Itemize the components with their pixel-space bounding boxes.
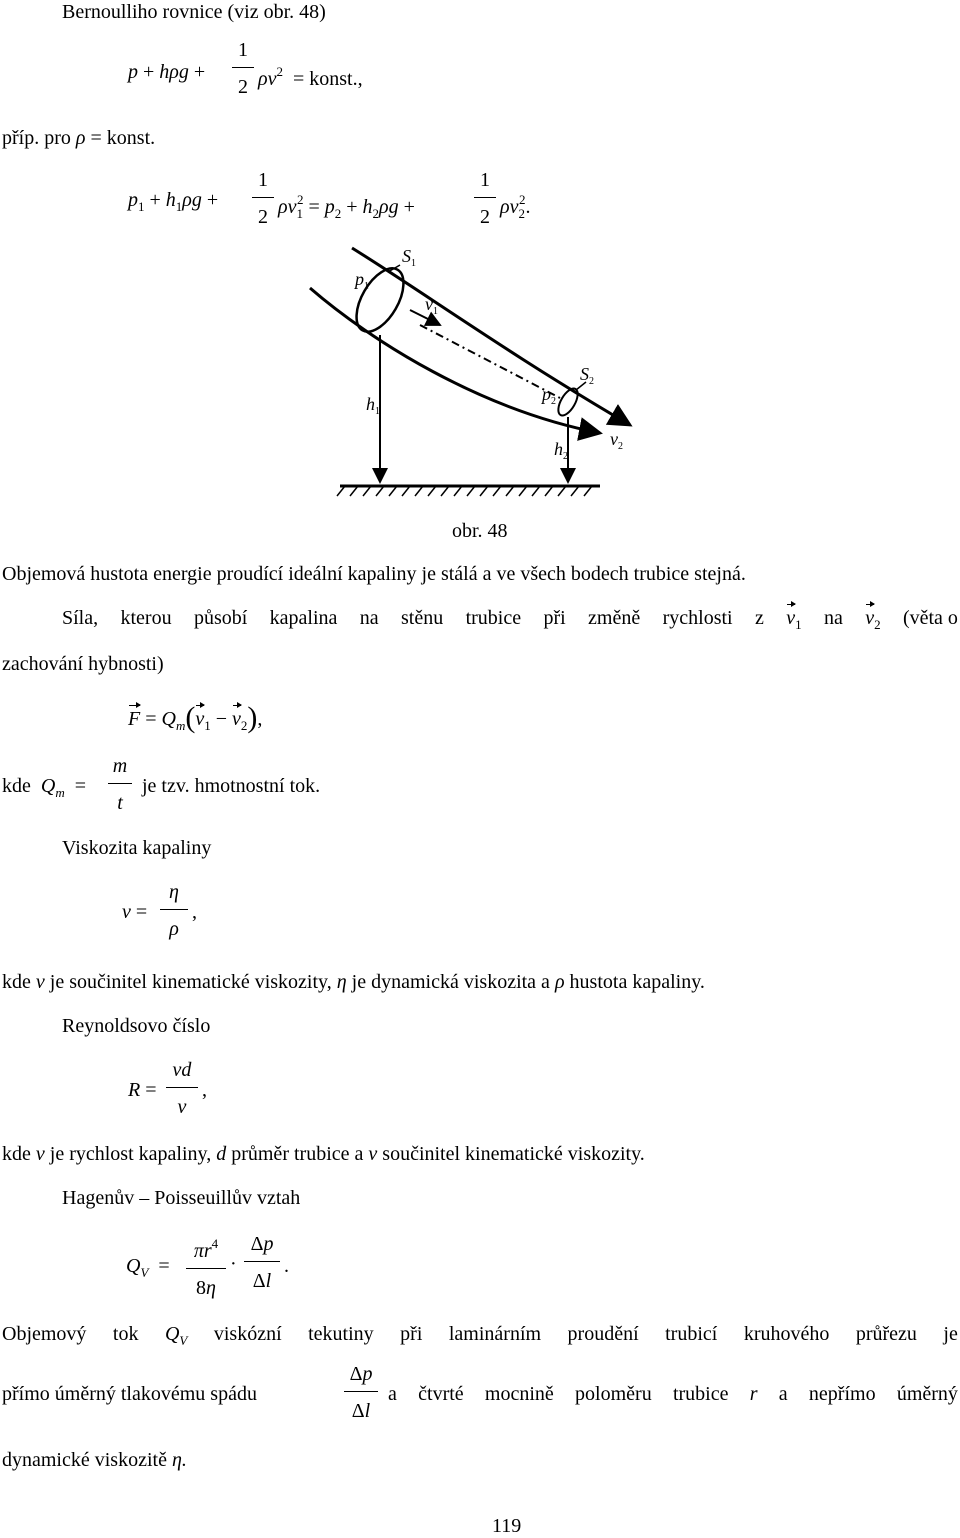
tube-flow-figure (300, 230, 640, 520)
kinematic-viscosity-comma: , (192, 901, 197, 923)
volume-flow-sentence-line2b: a čtvrté mocnině poloměru trubice r a nepřímo úměrný (388, 1383, 958, 1405)
fraction-one-half-2: 1 2 (252, 168, 274, 229)
force-sentence-line1: Síla, kterou působí kapalina na stěnu trubice při změně rychlosti z $v_1$ na $v_2$ (věta o (62, 607, 958, 632)
reynolds-explanation: kde v je rychlost kapaliny, d průměr trubice a ν součinitel kinematické viskozity. (2, 1143, 645, 1165)
fraction-eta-over-rho: η ρ (160, 880, 188, 941)
bernoulli-equation: p + hρg + (128, 61, 206, 83)
label-s1: $S_1$ (402, 246, 416, 269)
fraction-m-over-t: m t (108, 754, 132, 815)
bernoulli-equation-2-rhs: $\rho v_2^2$. (500, 192, 531, 221)
fraction-vd-over-nu: vd ν (166, 1058, 198, 1119)
bernoulli-equation-2-mid: $\rho v_1^2 = p_2 + h_2\rho g$ + (278, 192, 415, 221)
reynolds-heading: Reynoldsovo číslo (62, 1015, 211, 1037)
label-v1: $v_1$ (425, 294, 438, 317)
energy-density-sentence: Objemová hustota energie proudící ideální kapaliny je stálá a ve všech bodech trubice stejná. (2, 563, 746, 585)
hagen-eq: $Q_V$ = (126, 1255, 170, 1280)
volume-flow-sentence-line1: Objemový tok $Q_V$ viskózní tekutiny při laminárním proudění trubicí kruhového průřezu je (2, 1323, 958, 1348)
kinematic-viscosity-eq: ν = (122, 901, 148, 923)
volume-flow-sentence-line2a: přímo úměrný tlakovému spádu (2, 1383, 257, 1405)
fraction-dp-over-dl-inline: Δp Δl (344, 1362, 378, 1423)
figure-caption: obr. 48 (452, 520, 508, 542)
mass-flow-text: je tzv. hmotnostní tok. (142, 775, 321, 797)
fraction-one-half: 1 2 (232, 38, 254, 99)
momentum-equation: $F = Q_m(v_1 - v_2)$, (128, 701, 263, 734)
hagen-heading: Hagenův – Poisseuillův vztah (62, 1187, 301, 1209)
label-h2: $h_2$ (554, 439, 568, 462)
reynolds-comma: , (202, 1079, 207, 1101)
viscosity-explanation: kde ν je součinitel kinematické viskozity, η je dynamická viskozita a ρ hustota kapaliny. (2, 971, 705, 993)
prip-line: příp. pro ρ = konst. (2, 127, 156, 149)
mass-flow-definition: kde $Q_m$ = (2, 775, 87, 800)
page-number: 119 (492, 1515, 522, 1537)
reynolds-eq: R = (128, 1079, 157, 1101)
bernoulli-heading: Bernoulliho rovnice (viz obr. 48) (62, 1, 326, 23)
label-v2: $v_2$ (610, 429, 623, 452)
fraction-dp-over-dl: Δp Δl (244, 1232, 280, 1293)
label-h1: $h_1$ (366, 394, 380, 417)
volume-flow-sentence-line3: dynamické viskozitě η. (2, 1449, 187, 1471)
label-p2: $p_2$ (542, 384, 556, 407)
force-sentence-line2: zachování hybnosti) (2, 653, 164, 675)
label-s2: $S_2$ (580, 364, 594, 387)
hagen-period: . (284, 1255, 289, 1277)
fraction-one-half-3: 1 2 (474, 168, 496, 229)
bernoulli-equation-rhs: $\rho v^2$ = konst., (258, 64, 363, 90)
fraction-pi-r4-over-8eta: $\pi r^4$ 8η (186, 1232, 226, 1300)
bernoulli-equation-2-lhs: $p_1 + h_1\rho g$ + (128, 189, 219, 214)
hagen-dot: · (230, 1253, 237, 1275)
label-p1: $p_1$ (355, 269, 369, 292)
viscosity-heading: Viskozita kapaliny (62, 837, 212, 859)
